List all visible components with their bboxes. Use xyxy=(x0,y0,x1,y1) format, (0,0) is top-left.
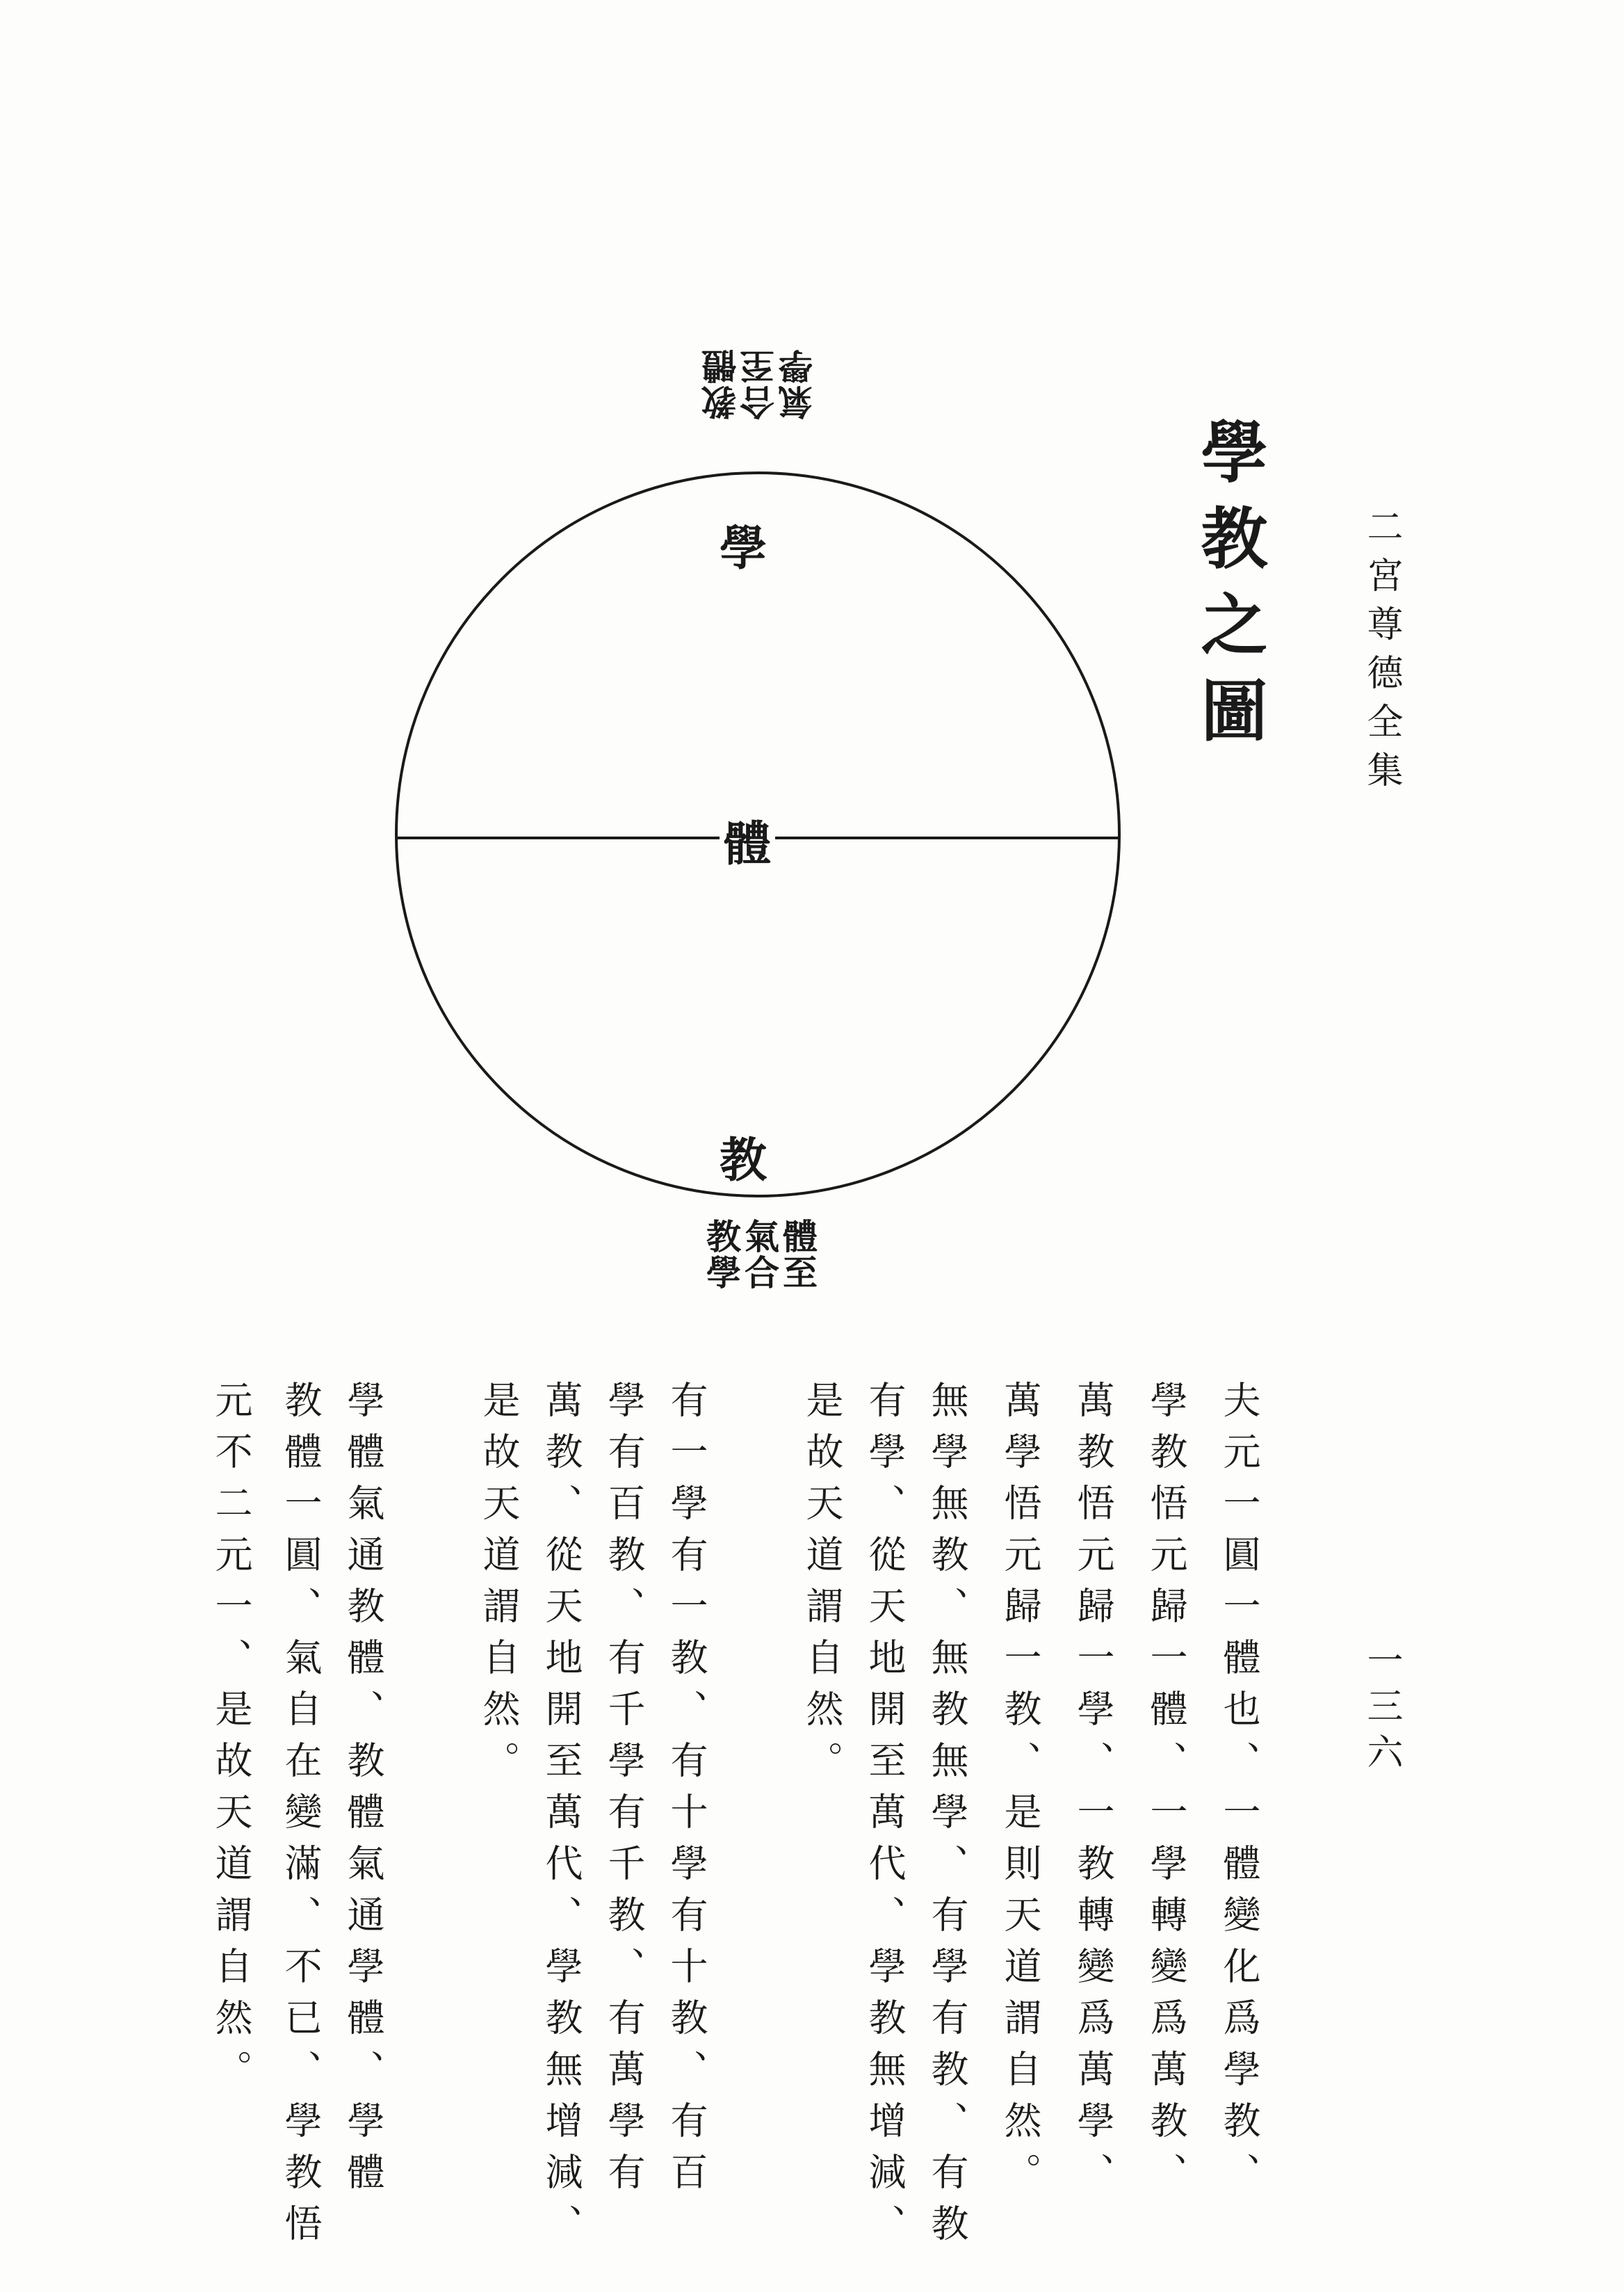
text-column: 教體一圓、氣自在變滿、不已、學教悟 xyxy=(279,1380,323,2255)
bottom-gloss-line: 氣合 xyxy=(739,1218,780,1291)
bottom-gloss xyxy=(702,1218,817,1291)
text-column: 有一學有一教、有十學有十教、有百 xyxy=(665,1380,708,2204)
text-column: 學教悟元歸一體、一學轉變爲萬教、 xyxy=(1144,1380,1188,2204)
text-column: 有學、從天地開至萬代、學教無增減、 xyxy=(863,1380,907,2255)
circle-top-label: 學 xyxy=(720,521,768,576)
bottom-gloss-line: 體至 xyxy=(777,1218,818,1291)
text-column: 是故天道謂自然。 xyxy=(800,1380,844,1792)
figure-title: 學教之圖 xyxy=(1190,417,1269,762)
circle-bottom-label: 教 xyxy=(720,1133,768,1188)
text-column: 夫元一圓一體也、一體變化爲學教、 xyxy=(1217,1380,1261,2204)
top-gloss-line: 氣學 xyxy=(777,348,818,420)
page-number: 一三六 xyxy=(1361,1641,1402,1779)
text-column: 萬教悟元歸一學、一教轉變爲萬學、 xyxy=(1071,1380,1115,2204)
bottom-gloss-line: 教學 xyxy=(701,1218,742,1291)
book-title-header: 二宮尊德全集 xyxy=(1361,508,1402,800)
text-column: 元不二元一、是故天道謂自然。 xyxy=(209,1380,253,2101)
top-gloss-line: 教體 xyxy=(701,348,742,420)
text-column: 是故天道謂自然。 xyxy=(477,1380,521,1792)
text-column: 學體氣通教體、教體氣通學體、學體 xyxy=(341,1380,385,2204)
top-gloss xyxy=(702,348,817,420)
text-column: 萬學悟元歸一教、是則天道謂自然。 xyxy=(998,1380,1042,2204)
text-column: 學有百教、有千學有千教、有萬學有 xyxy=(602,1380,646,2204)
text-column: 萬教、從天地開至萬代、學教無增減、 xyxy=(539,1380,583,2255)
top-gloss-line: 合至 xyxy=(739,348,780,420)
text-column: 無學無教、無教無學、有學有教、有教 xyxy=(925,1380,969,2255)
circle-center-label: 體 xyxy=(720,807,775,874)
